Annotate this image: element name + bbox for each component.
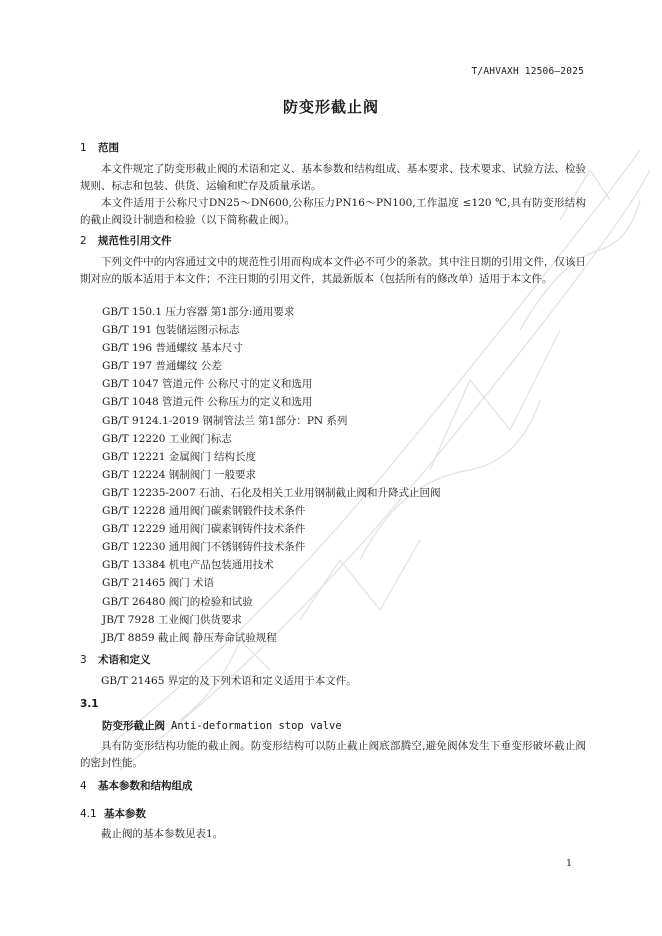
reference-item: GB/T 12230 通用阀门不锈钢铸件技术条件 [102,541,306,554]
term-english: Anti-deformation stop valve [171,720,342,732]
section-3-intro: GB/T 21465 界定的及下列术语和定义适用于本文件。 [101,675,357,687]
reference-item: GB/T 26480 阀门的检验和试验 [102,595,253,608]
section-1-para-2: 本文件适用于公称尺寸DN25～DN600,公称压力PN16～PN100,工作温度 ≤120 ℃,具有防变形结构的截止阀设计制造和检验（以下简称截止阀）。 [80,197,586,226]
section-3-number: 3 [80,654,87,666]
reference-item: GB/T 12224 钢制阀门 一般要求 [102,468,257,481]
section-1-number: 1 [80,142,87,154]
section-4-title: 基本参数和结构组成 [98,780,193,792]
reference-item: GB/T 150.1 压力容器 第1部分:通用要求 [102,306,295,318]
reference-item: GB/T 12228 通用阀门碳素钢锻件技术条件 [102,505,306,518]
section-2-intro: 下列文件中的内容通过文中的规范性引用而构成本文件必不可少的条款。其中注日期的引用文件，仅该日期对应的版本适用于本文件；不注日期的引用文件，其最新版本（包括所有的修改单）适用于本文件。 [80,256,586,285]
reference-item: GB/T 196 普通螺纹 基本尺寸 [102,342,243,355]
document-code: T/AHVAXH 12506—2025 [471,66,584,77]
reference-item: GB/T 13384 机电产品包装通用技术 [102,559,274,572]
subsection-4-1-heading [80,806,146,821]
reference-item: GB/T 12221 金属阀门 结构长度 [102,450,257,463]
reference-item: GB/T 1048 管道元件 公称压力的定义和选用 [102,396,313,409]
term-chinese: 防变形截止阀 [102,720,165,732]
section-2-number: 2 [80,235,87,247]
subsection-4-1-number: 4.1 [80,808,97,820]
section-4-number: 4 [80,780,87,792]
section-2-heading [80,233,172,248]
subsection-3-1-number: 3.1 [80,698,99,710]
reference-item: GB/T 197 普通螺纹 公差 [102,360,222,373]
document-title: 防变形截止阀 [282,98,379,116]
reference-item: JB/T 8859 截止阀 静压寿命试验规程 [102,631,277,644]
reference-item: GB/T 12235-2007 石油、石化及相关工业用钢制截止阀和升降式止回阀 [102,486,441,499]
reference-item: GB/T 1047 管道元件 公称尺寸的定义和选用 [102,378,313,391]
term-definition: 具有防变形结构功能的截止阀。防变形结构可以防止截止阀底部腾空,避免阀体发生下垂变形破坏截止阀的密封性能。 [80,740,586,769]
reference-item: GB/T 12229 通用阀门碳素钢铸件技术条件 [102,523,306,536]
section-3-title: 术语和定义 [98,654,151,666]
reference-item: GB/T 9124.1-2019 钢制管法兰 第1部分：PN 系列 [102,414,348,427]
subsection-4-1-para: 截止阀的基本参数见表1。 [101,828,224,840]
page-number: 1 [565,858,572,869]
section-2-title: 规范性引用文件 [98,235,172,247]
section-3-heading [80,652,151,667]
reference-item: JB/T 7928 工业阀门供货要求 [102,613,242,626]
normative-references-list [102,303,441,647]
reference-item: GB/T 191 包装储运图示标志 [102,324,240,337]
section-1-para-1: 本文件规定了防变形截止阀的术语和定义、基本参数和结构组成、基本要求、技术要求、试验方法、检验规则、标志和包装、供货、运输和贮存及质量承诺。 [80,163,586,192]
reference-item: GB/T 12220 工业阀门标志 [102,432,232,445]
term-entry [102,718,342,733]
section-4-heading [80,778,193,793]
subsection-4-1-title: 基本参数 [104,808,146,820]
section-1-heading [80,140,119,155]
section-1-title: 范围 [98,142,119,154]
reference-item: GB/T 21465 阀门 术语 [102,577,215,590]
